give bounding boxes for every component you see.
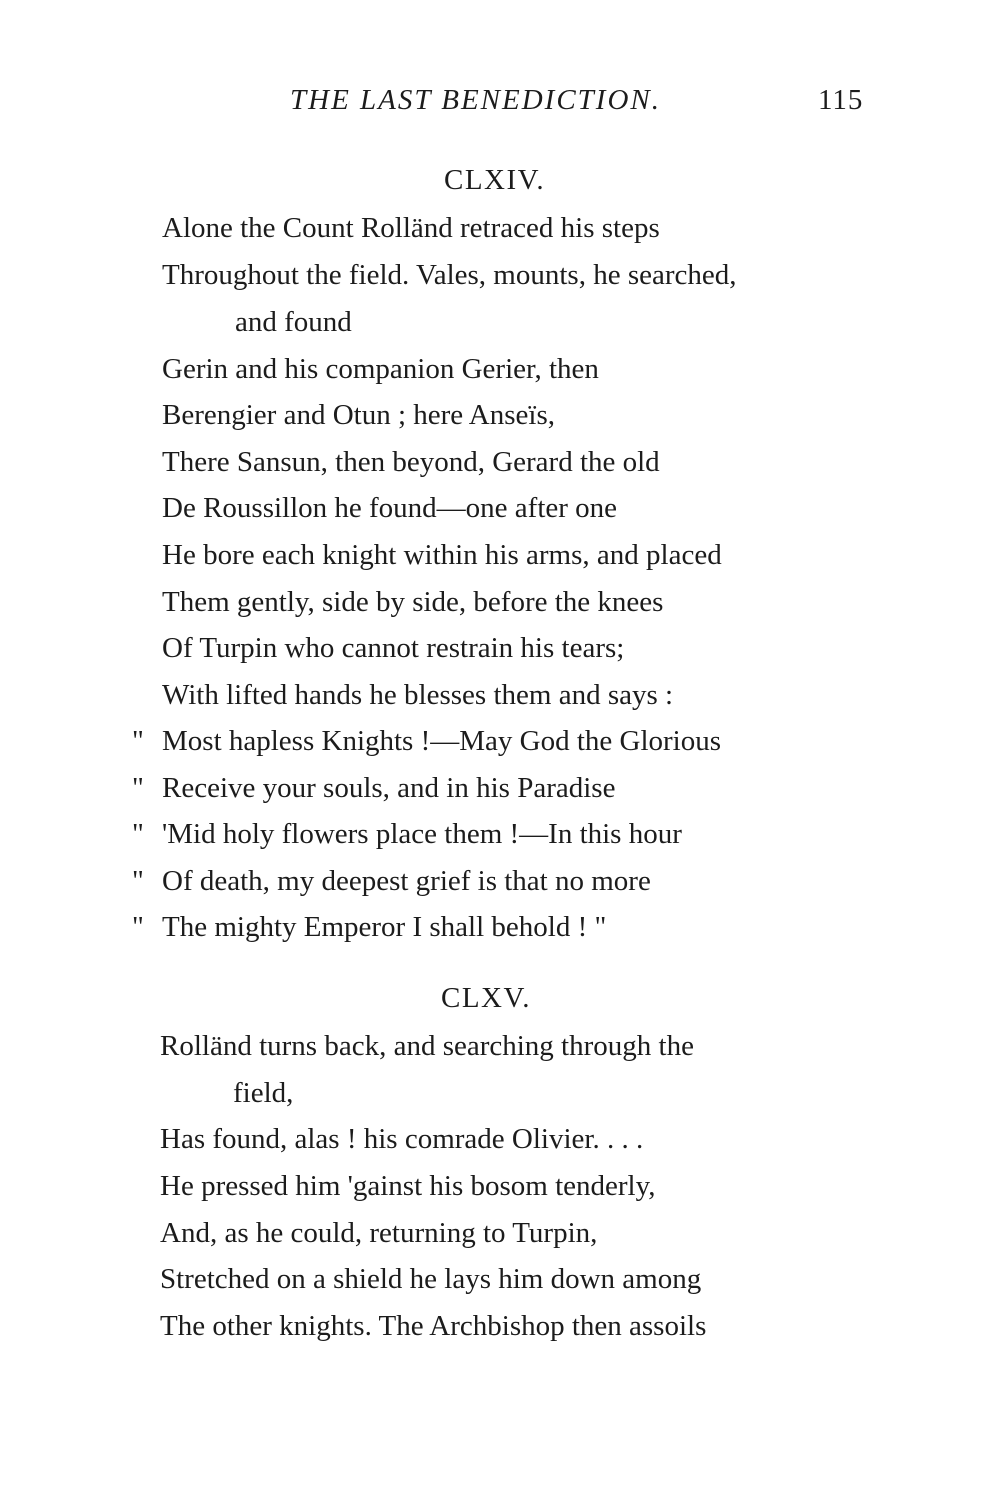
opening-quote-mark: "	[132, 911, 144, 943]
verse-line: Rolländ turns back, and searching through the	[160, 1030, 694, 1062]
verse-line-quoted: The mighty Emperor I shall behold ! "	[162, 911, 607, 943]
verse-line: Of Turpin who cannot restrain his tears;	[162, 632, 625, 664]
verse-line: Throughout the field. Vales, mounts, he searched,	[162, 259, 737, 291]
verse-line-continuation: and found	[235, 306, 352, 338]
opening-quote-mark: "	[132, 818, 144, 850]
opening-quote-mark: "	[132, 772, 144, 804]
verse-line: And, as he could, returning to Turpin,	[160, 1217, 598, 1249]
page-number: 115	[818, 84, 864, 116]
verse-line: He pressed him 'gainst his bosom tenderly,	[160, 1170, 656, 1202]
opening-quote-mark: "	[132, 725, 144, 757]
stanza-heading-clxv: CLXV.	[441, 982, 531, 1014]
verse-line-quoted: 'Mid holy flowers place them !—In this hour	[162, 818, 682, 850]
verse-line: He bore each knight within his arms, and placed	[162, 539, 722, 571]
verse-line: With lifted hands he blesses them and says :	[162, 679, 674, 711]
opening-quote-mark: "	[132, 865, 144, 897]
verse-line: Gerin and his companion Gerier, then	[162, 353, 599, 385]
verse-line: Alone the Count Rolländ retraced his steps	[162, 212, 660, 244]
verse-line-continuation: field,	[233, 1077, 294, 1109]
verse-line-quoted: Most hapless Knights !—May God the Glorious	[162, 725, 722, 757]
verse-line: The other knights. The Archbishop then assoils	[160, 1310, 707, 1342]
stanza-heading-clxiv: CLXIV.	[444, 164, 546, 196]
verse-line: De Roussillon he found—one after one	[162, 492, 618, 524]
verse-line: Them gently, side by side, before the knees	[162, 586, 664, 618]
verse-line: There Sansun, then beyond, Gerard the old	[162, 446, 660, 478]
running-title: THE LAST BENEDICTION.	[290, 84, 661, 116]
verse-line: Stretched on a shield he lays him down among	[160, 1263, 702, 1295]
verse-line: Has found, alas ! his comrade Olivier. . . .	[160, 1123, 644, 1155]
verse-line-quoted: Receive your souls, and in his Paradise	[162, 772, 616, 804]
verse-line-quoted: Of death, my deepest grief is that no more	[162, 865, 651, 897]
verse-line: Berengier and Otun ; here Anseïs,	[162, 399, 556, 431]
